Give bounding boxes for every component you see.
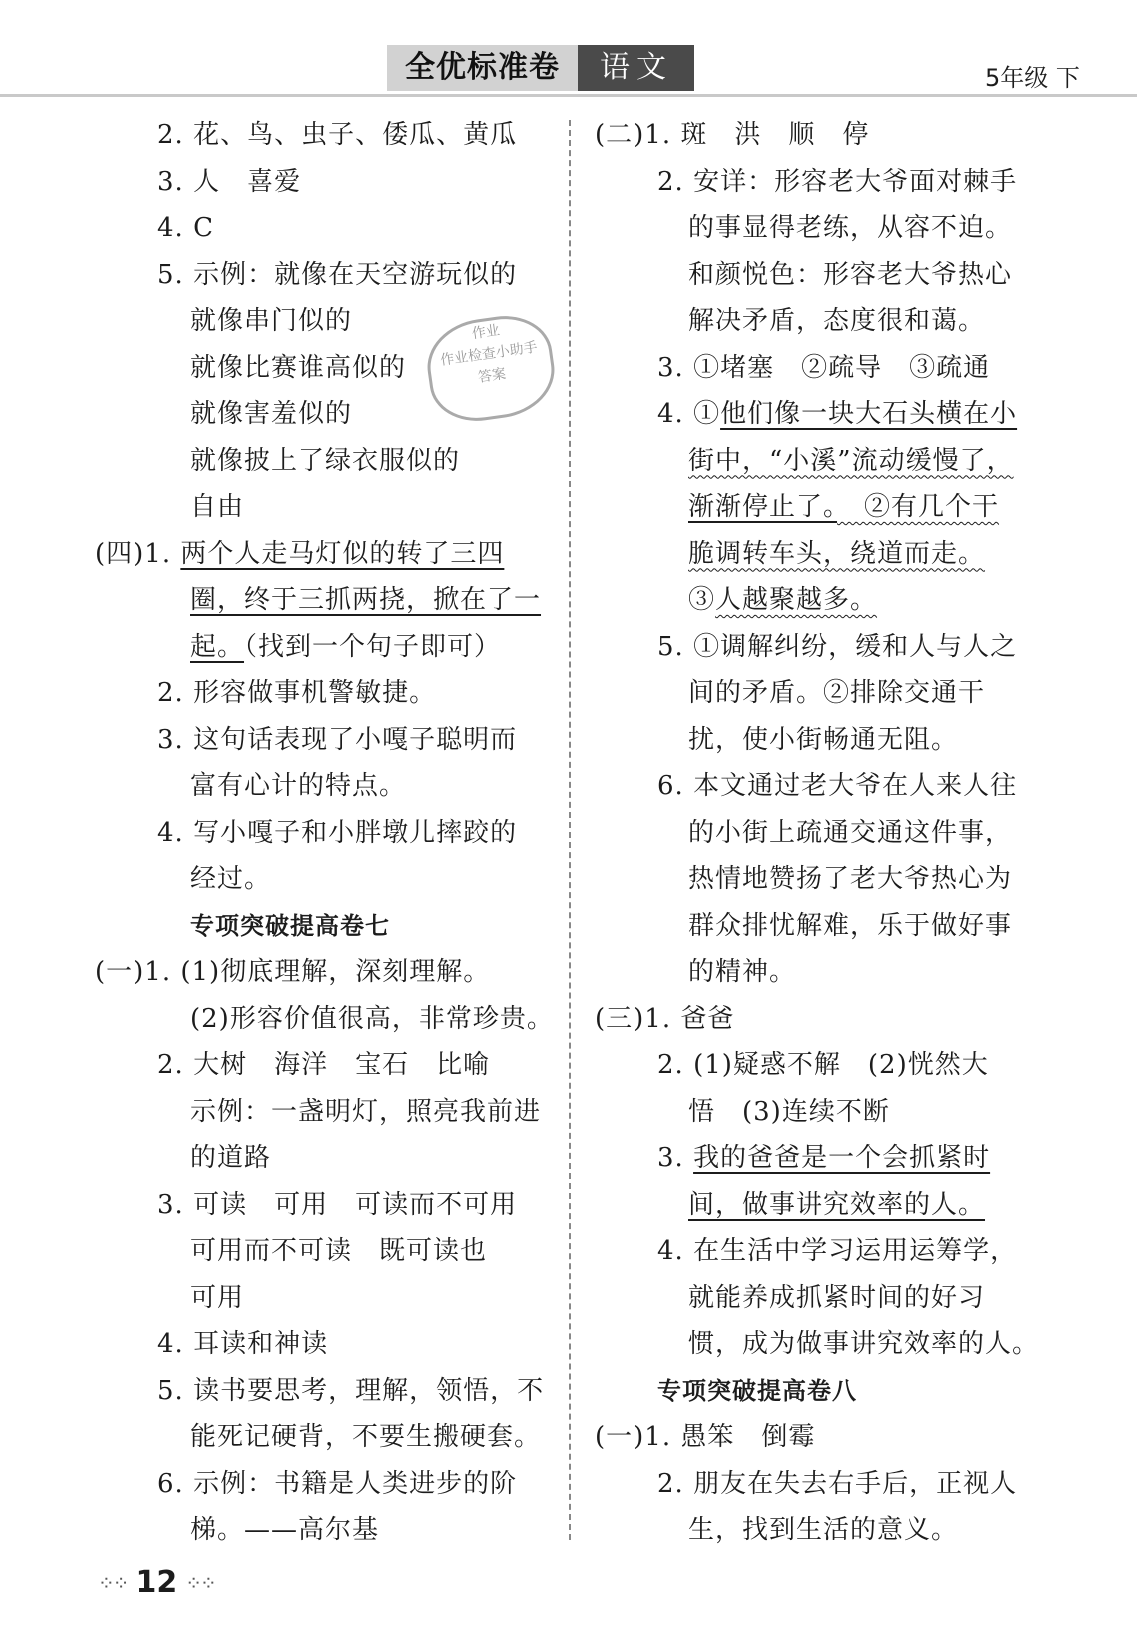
answer-number: 4. ①	[657, 399, 721, 429]
answer-line	[95, 1228, 555, 1275]
answer-line	[95, 1321, 555, 1368]
stamp-line-2: 作业检查小助手	[439, 339, 539, 369]
answer-line	[595, 577, 1045, 624]
answer-line	[595, 345, 1045, 392]
answer-line	[95, 205, 555, 252]
answer-text: 示例：一盏明灯，照亮我前进	[190, 1096, 542, 1127]
answer-text: 起。	[190, 631, 245, 662]
stamp-line-1: 作业	[470, 322, 501, 343]
answer-text: 能死记硬背，不要生搬硬套。	[190, 1422, 542, 1452]
answer-text: 经过。	[190, 864, 272, 894]
answer-text: 圈，终于三抓两挠，掀在了一	[190, 585, 542, 615]
answer-line	[595, 624, 1045, 671]
stamp-line-3: 答案	[477, 366, 508, 386]
answer-text: 富有心计的特点。	[190, 771, 407, 801]
answer-line	[595, 205, 1045, 252]
answer-line	[95, 1368, 555, 1415]
answer-line	[95, 949, 555, 996]
page-number: 12	[135, 1565, 178, 1600]
answer-text: 的精神。	[688, 957, 797, 987]
answer-text: 街中，“小溪”流动缓慢了，	[688, 445, 1014, 476]
answer-text: 间的矛盾。②排除交通干	[688, 678, 986, 708]
answer-line	[95, 112, 555, 159]
answer-line	[595, 670, 1045, 717]
answer-line	[595, 996, 1045, 1043]
subject-label: 语文	[578, 45, 694, 91]
answer-line	[595, 484, 1045, 531]
answer-number: 3.	[657, 1143, 694, 1173]
answer-line	[595, 763, 1045, 810]
answer-text: 渐渐停止了。	[688, 492, 838, 522]
answer-text: 2. (1)疑惑不解 (2)恍然大	[657, 1050, 989, 1080]
answer-line	[595, 1275, 1045, 1322]
answer-line	[95, 996, 555, 1043]
answer-text: (三)1. 爸爸	[595, 1003, 735, 1034]
answer-text: 2. 安详：形容老大爷面对棘手	[657, 166, 1018, 197]
section-heading	[95, 903, 555, 950]
answer-text: 专项突破提高卷八	[657, 1376, 857, 1405]
answer-line	[95, 717, 555, 764]
answer-text: 2. 朋友在失去右手后，正视人	[657, 1468, 1018, 1499]
answer-line	[95, 252, 555, 299]
answer-text: 脆调转车头，绕道而走。	[688, 538, 986, 569]
answer-line	[595, 1089, 1045, 1136]
answer-text: (一)1. 愚笨 倒霉	[595, 1422, 816, 1452]
answer-text: 就能养成抓紧时间的好习	[688, 1282, 986, 1313]
answer-line	[595, 1414, 1045, 1461]
answer-text: 就像披上了绿衣服似的	[190, 445, 461, 476]
answer-text: 2. 花、鸟、虫子、倭瓜、黄瓜	[157, 120, 518, 150]
answer-text: ②有几个干	[837, 492, 1000, 522]
answer-line	[595, 903, 1045, 950]
answer-line	[95, 531, 555, 578]
answer-line	[95, 577, 555, 624]
dots-icon: ⁘⁘	[98, 1570, 128, 1595]
answer-line	[95, 438, 555, 485]
dots-icon: ⁘⁘	[185, 1570, 215, 1595]
answer-line	[595, 1182, 1045, 1229]
answer-line	[595, 1321, 1045, 1368]
answer-line	[595, 391, 1045, 438]
answer-text: (二)1. 斑 洪 顺 停	[595, 120, 870, 150]
answer-line	[95, 856, 555, 903]
answer-text: 3. 可读 可用 可读而不可用	[157, 1189, 518, 1220]
answer-line	[595, 531, 1045, 578]
answer-line	[595, 252, 1045, 299]
answer-line	[95, 763, 555, 810]
answer-line	[595, 1042, 1045, 1089]
answer-text: 自由	[190, 492, 245, 522]
answer-line	[595, 1507, 1045, 1554]
answer-text: 两个人走马灯似的转了三四	[180, 538, 505, 569]
answer-text: 3. 人 喜爱	[157, 166, 302, 197]
answer-text: 3. ①堵塞 ②疏导 ③疏通	[657, 352, 991, 383]
answer-line	[95, 159, 555, 206]
answer-line	[595, 717, 1045, 764]
answer-text: 的小街上疏通交通这件事，	[688, 817, 1013, 848]
answer-text: 惯，成为做事讲究效率的人。	[688, 1329, 1040, 1359]
answer-line	[95, 624, 555, 671]
answer-text: 2. 形容做事机警敏捷。	[157, 678, 437, 708]
section-heading	[595, 1368, 1045, 1415]
answer-text: 的道路	[190, 1143, 272, 1173]
answer-text: 和颜悦色：形容老大爷热心	[688, 259, 1013, 290]
answer-line	[95, 1182, 555, 1229]
answer-line	[595, 1461, 1045, 1508]
answer-text: 扰，使小街畅通无阻。	[688, 724, 959, 755]
column-divider	[569, 120, 571, 1540]
answer-text: 生，找到生活的意义。	[688, 1515, 959, 1545]
answer-text: 可用而不可读 既可读也	[190, 1236, 488, 1266]
answer-line	[95, 1275, 555, 1322]
answer-text: 3. 这句话表现了小嘎子聪明而	[157, 724, 518, 755]
answer-text: 6. 本文通过老大爷在人来人往	[657, 771, 1018, 801]
answer-line	[595, 438, 1045, 485]
answer-line	[595, 949, 1045, 996]
answer-text: 可用	[190, 1282, 245, 1313]
answer-text: 群众排忧解难，乐于做好事	[688, 910, 1013, 941]
answer-text: 解决矛盾，态度很和蔼。	[688, 306, 986, 336]
page-footer	[98, 1565, 215, 1600]
answer-text: 就像害羞似的	[190, 399, 353, 429]
answer-text: 的事显得老练，从容不迫。	[688, 213, 1013, 243]
answer-text: 间，做事讲究效率的人。	[688, 1189, 986, 1220]
answer-line	[595, 1228, 1045, 1275]
answer-text: 我的爸爸是一个会抓紧时	[693, 1143, 991, 1173]
header-banner	[387, 45, 694, 91]
answer-line	[95, 1507, 555, 1554]
answer-number: (四)1.	[95, 538, 181, 569]
answer-text: 2. 大树 海洋 宝石 比喻	[157, 1050, 491, 1080]
answer-line	[95, 1042, 555, 1089]
answer-line	[595, 810, 1045, 857]
answer-line	[95, 1461, 555, 1508]
answer-text: 5. 示例：就像在天空游玩似的	[157, 259, 518, 290]
answer-line	[95, 484, 555, 531]
brand-title: 全优标准卷	[387, 45, 578, 91]
answer-text: 就像比赛谁高似的	[190, 352, 407, 383]
answer-text: 6. 示例：书籍是人类进步的阶	[157, 1468, 518, 1499]
grade-label: 5年级 下	[985, 64, 1080, 92]
answer-line	[595, 856, 1045, 903]
answer-text: (2)形容价值很高，非常珍贵。	[190, 1003, 554, 1034]
header-rule	[0, 94, 1137, 97]
answer-text: 4. C	[157, 213, 214, 243]
answer-text: 热情地赞扬了老大爷热心为	[688, 864, 1013, 894]
answer-line	[595, 159, 1045, 206]
answer-text: 5. ①调解纠纷，缓和人与人之	[657, 631, 1018, 662]
answer-line	[595, 1135, 1045, 1182]
answer-line	[95, 670, 555, 717]
answer-line	[595, 298, 1045, 345]
answer-number: ③	[688, 585, 716, 615]
answer-line	[95, 1135, 555, 1182]
answer-line	[95, 810, 555, 857]
answer-text: 专项突破提高卷七	[190, 911, 390, 940]
answer-text: 5. 读书要思考，理解，领悟，不	[157, 1375, 545, 1406]
right-column	[595, 112, 1045, 1554]
answer-text: 悟 (3)连续不断	[688, 1096, 890, 1127]
answer-note: （找到一个句子即可）	[244, 631, 502, 662]
answer-text: 4. 耳读和神读	[157, 1329, 329, 1359]
answer-text: 人越聚越多。	[715, 585, 878, 615]
answer-line	[595, 112, 1045, 159]
answer-text: 他们像一块大石头横在小	[720, 399, 1018, 429]
answer-line	[95, 1089, 555, 1136]
answer-text: (一)1. (1)彻底理解，深刻理解。	[95, 957, 491, 987]
answer-text: 4. 写小嘎子和小胖墩儿摔跤的	[157, 817, 518, 848]
answer-text: 就像串门似的	[190, 306, 353, 336]
answer-text: 4. 在生活中学习运用运筹学，	[657, 1236, 1018, 1266]
answer-line	[95, 1414, 555, 1461]
answer-text: 梯。——高尔基	[190, 1515, 380, 1545]
